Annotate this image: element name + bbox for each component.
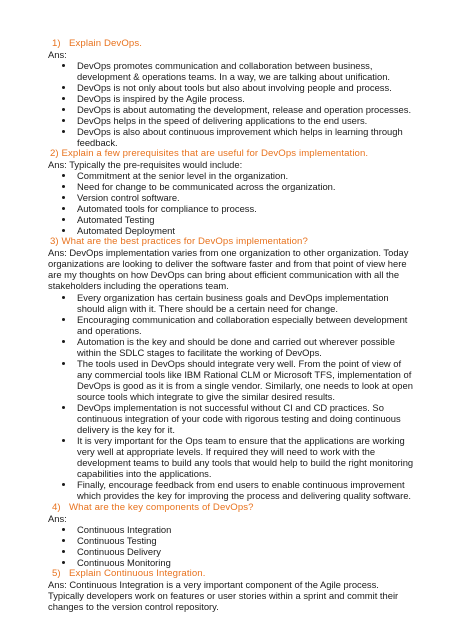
q3-bullet-3-line-1: Automation is the key and should be done and carried out wherever possible: [77, 336, 395, 347]
answer-5-line-2: Typically developers work on features or user stories within a sprint and commit their: [48, 590, 399, 601]
q1-bullet-1-line-2: development & operations teams. In a way, we are talking about unification.: [77, 71, 391, 82]
q3-bullet-5-line-3: delivery is the key for it.: [77, 424, 175, 435]
bullet-icon: [62, 229, 65, 232]
q2-bullet-6: Automated Deployment: [77, 225, 175, 236]
q2-bullet-4: Automated tools for compliance to process.: [77, 203, 257, 214]
question-1-heading: [52, 38, 142, 49]
q1-bullet-4: DevOps is about automating the development, release and operation processes.: [77, 104, 412, 115]
question-5-number: 5): [52, 568, 61, 579]
q3-bullet-6-line-1: It is very important for the Ops team to ensure that the applications are working: [77, 435, 405, 446]
answer-4-label: Ans:: [48, 513, 67, 524]
q3-bullet-4-line-4: source tools which integrate to give the similar desired results.: [77, 391, 335, 402]
q3-bullet-4-line-2: any commercial tools like IBM Rational CLM or Microsoft TFS, implementation of: [77, 369, 412, 380]
answer-3-line-3: are my thoughts on how DevOps can bring about efficient communication with all the: [48, 269, 400, 280]
q2-bullet-2: Need for change to be communicated across the organization.: [77, 181, 336, 192]
bullet-icon: [62, 439, 65, 442]
q1-bullet-5: DevOps helps in the speed of delivering applications to the end users.: [77, 115, 368, 126]
bullet-icon: [62, 119, 65, 122]
bullet-icon: [62, 483, 65, 486]
question-1-title: Explain DevOps.: [69, 38, 142, 49]
q3-bullet-2-line-1: Encouraging communication and collaboration especially between development: [77, 314, 408, 325]
answer-5-line-3: changes to the version control repository.: [48, 601, 219, 612]
q3-bullet-4-line-1: The tools used in DevOps should integrate very well. From the point of view of: [77, 358, 402, 369]
question-2-heading: 2) Explain a few prerequisites that are useful for DevOps implementation.: [50, 148, 369, 159]
answer-3-line-4: stakeholders including the operations team.: [48, 280, 229, 291]
bullet-icon: [62, 296, 65, 299]
bullet-icon: [62, 64, 65, 67]
answer-5-line-1: Ans: Continuous Integration is a very important component of the Agile process.: [48, 579, 379, 590]
question-4-heading: [52, 502, 254, 513]
answer-1-label: Ans:: [48, 49, 67, 60]
question-5-title: Explain Continuous Integration.: [69, 568, 206, 579]
bullet-icon: [62, 406, 65, 409]
q3-bullet-7-line-1: Finally, encourage feedback from end users to enable continuous improvement: [77, 479, 405, 490]
bullet-icon: [62, 185, 65, 188]
bullet-icon: [62, 86, 65, 89]
q4-bullet-4: Continuous Monitoring: [77, 557, 171, 568]
q4-bullet-2: Continuous Testing: [77, 535, 157, 546]
question-4-title: What are the key components of DevOps?: [69, 502, 254, 513]
q1-bullet-2: DevOps is not only about tools but also about involving people and process.: [77, 82, 392, 93]
bullet-icon: [62, 108, 65, 111]
bullet-icon: [62, 207, 65, 210]
q3-bullet-1-line-2: should align with it. There should be a certain need for change.: [77, 303, 338, 314]
q4-bullet-1: Continuous Integration: [77, 524, 172, 535]
bullet-icon: [62, 561, 65, 564]
q1-bullet-1-line-1: DevOps promotes communication and collaboration between business,: [77, 60, 373, 71]
q2-bullet-5: Automated Testing: [77, 214, 155, 225]
answer-2-intro: Ans: Typically the pre-requisites would include:: [48, 159, 243, 170]
q1-bullet-3: DevOps is inspired by the Agile process.: [77, 93, 245, 104]
q2-bullet-3: Version control software.: [77, 192, 180, 203]
answer-3-line-1: Ans: DevOps implementation varies from one organization to other organization. Today: [48, 247, 409, 258]
q3-bullet-1-line-1: Every organization has certain business goals and DevOps implementation: [77, 292, 389, 303]
bullet-icon: [62, 539, 65, 542]
bullet-icon: [62, 174, 65, 177]
bullet-icon: [62, 196, 65, 199]
bullet-icon: [62, 528, 65, 531]
question-4-number: 4): [52, 502, 61, 513]
question-3-heading: 3) What are the best practices for DevOps implementation?: [50, 236, 308, 247]
q3-bullet-2-line-2: and operations.: [77, 325, 142, 336]
answer-3-line-2: organizations are looking to deliver the software faster and from that point of view here: [48, 258, 407, 269]
question-1-number: 1): [52, 38, 61, 49]
q3-bullet-3-line-2: within the SDLC stages to facilitate the working of DevOps.: [77, 347, 322, 358]
q4-bullet-3: Continuous Delivery: [77, 546, 161, 557]
question-5-heading: [52, 568, 205, 579]
bullet-icon: [62, 340, 65, 343]
bullet-icon: [62, 550, 65, 553]
q3-bullet-6-line-3: development teams to build any tools that would help to build the right monitoring: [77, 457, 414, 468]
bullet-icon: [62, 318, 65, 321]
bullet-icon: [62, 218, 65, 221]
q3-bullet-5-line-2: continuous integration of your code with rigorous testing and doing continuous: [77, 413, 401, 424]
bullet-icon: [62, 362, 65, 365]
bullet-icon: [62, 130, 65, 133]
q2-bullet-1: Commitment at the senior level in the organization.: [77, 170, 289, 181]
q3-bullet-7-line-2: which provides the key for improving the process and delivering quality software.: [77, 490, 412, 501]
q3-bullet-4-line-3: DevOps is good as it is from a single vendor. Similarly, one needs to look at open: [77, 380, 413, 391]
q3-bullet-5-line-1: DevOps implementation is not successful without CI and CD practices. So: [77, 402, 384, 413]
q3-bullet-6-line-2: very well at appropriate levels. If required they will need to work with the: [77, 446, 376, 457]
q1-bullet-6-line-1: DevOps is also about continuous improvement which helps in learning through: [77, 126, 403, 137]
bullet-icon: [62, 97, 65, 100]
q1-bullet-6-line-2: feedback.: [77, 137, 118, 148]
q3-bullet-6-line-4: capabilities into the applications.: [77, 468, 212, 479]
